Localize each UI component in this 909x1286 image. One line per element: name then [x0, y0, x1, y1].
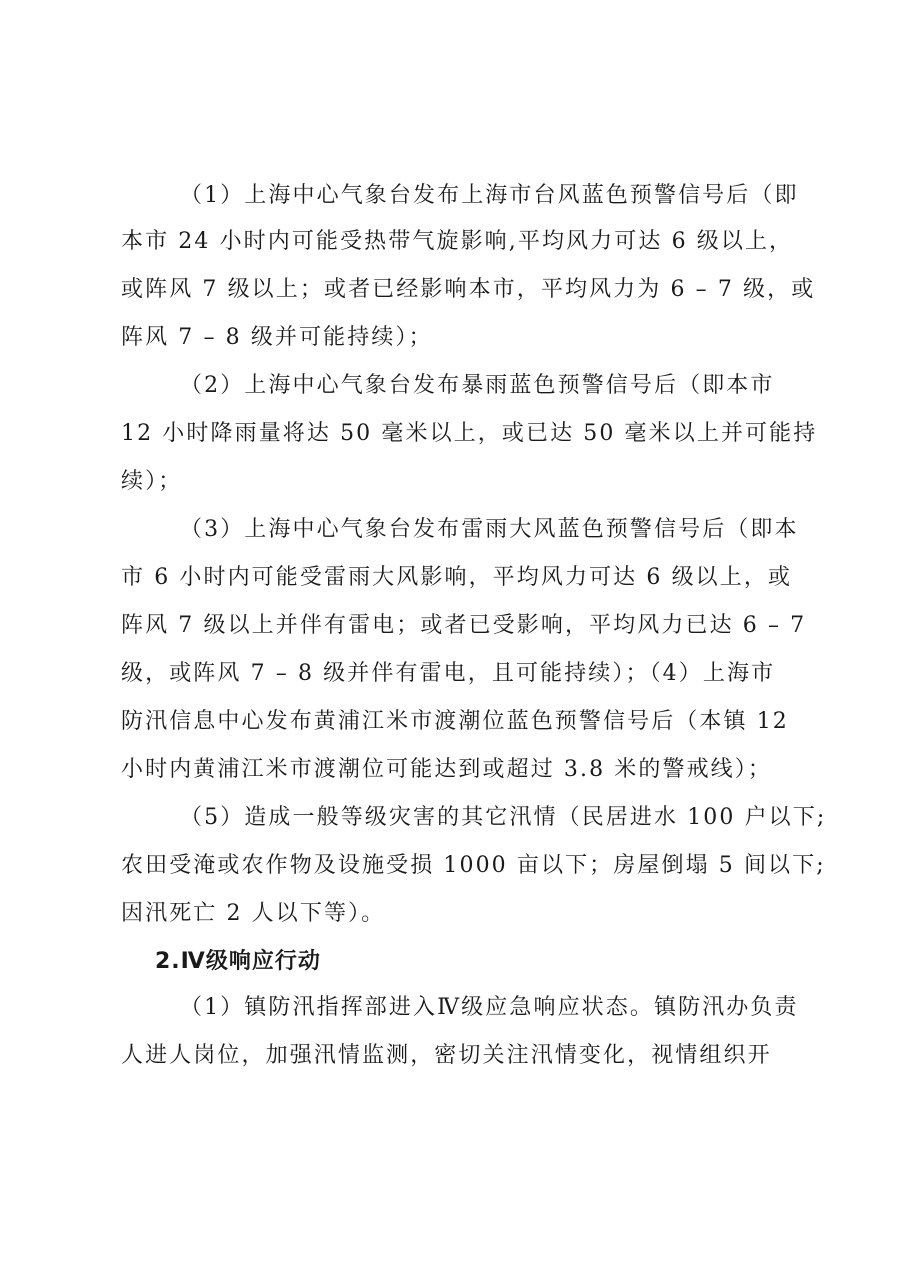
paragraph-1-line-1: （1）上海中心气象台发布上海市台风蓝色预警信号后（即 [180, 183, 799, 208]
paragraph-5-line-1: （5）造成一般等级灾害的其它汛情（民居进水 100 户以下; [180, 805, 827, 830]
paragraph-1-line-3: 或阵风 7 级以上；或者已经影响本市，平均风力为 6 – 7 级，或 [121, 277, 816, 302]
paragraph-3-line-2: 市 6 小时内可能受雷雨大风影响，平均风力可达 6 级以上，或 [121, 565, 793, 590]
paragraph-5-line-2: 农田受淹或农作物及设施受损 1000 亩以下；房屋倒塌 5 间以下; [121, 853, 826, 878]
paragraph-5-line-3: 因汛死亡 2 人以下等）。 [121, 901, 386, 926]
paragraph-3-line-1: （3）上海中心气象台发布雷雨大风蓝色预警信号后（即本 [180, 517, 799, 542]
paragraph-3-line-5: 防汛信息中心发布黄浦江米市渡潮位蓝色预警信号后（本镇 12 [121, 709, 789, 734]
paragraph-3-line-3: 阵风 7 级以上并伴有雷电；或者已受影响，平均风力已达 6 – 7 [121, 613, 807, 638]
paragraph-1-line-4: 阵风 7 – 8 级并可能持续）； [121, 325, 433, 350]
paragraph-2-line-3: 续）； [121, 469, 183, 494]
paragraph-3-line-4: 级，或阵风 7 – 8 级并伴有雷电，且可能持续）；（4）上海市 [121, 661, 776, 686]
paragraph-1-line-2: 本市 24 小时内可能受热带气旋影响,平均风力可达 6 级以上， [121, 229, 794, 254]
response-line-2: 人进人岗位，加强汛情监测，密切关注汛情变化，视情组织开 [121, 1043, 772, 1068]
paragraph-2-line-1: （2）上海中心气象台发布暴雨蓝色预警信号后（即本市 [180, 373, 775, 398]
section-heading: 2.Ⅳ级响应行动 [155, 949, 321, 974]
paragraph-2-line-2: 12 小时降雨量将达 50 毫米以上，或已达 50 毫米以上并可能持 [121, 421, 818, 446]
paragraph-3-line-6: 小时内黄浦江米市渡潮位可能达到或超过 3.8 米的警戒线）； [121, 757, 772, 782]
response-line-1: （1）镇防汛指挥部进入Ⅳ级应急响应状态。镇防汛办负责 [180, 995, 799, 1020]
